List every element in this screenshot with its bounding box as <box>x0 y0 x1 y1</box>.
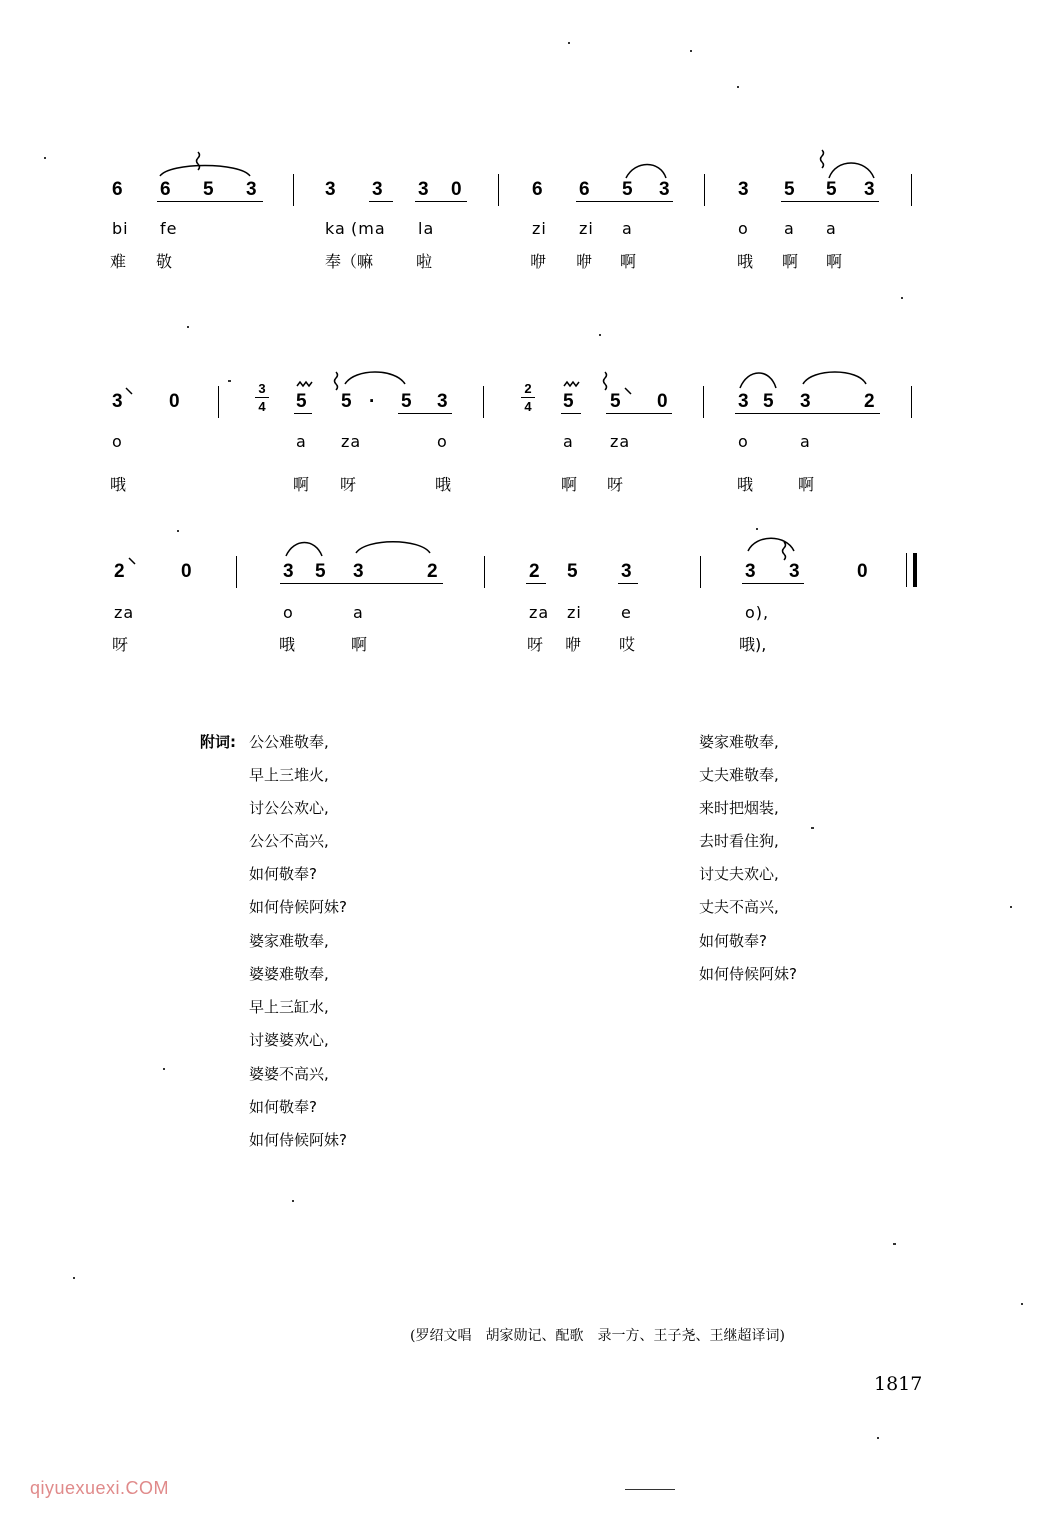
lyric-character: 啊 <box>293 475 310 494</box>
lyric-character: 呀 <box>607 475 624 494</box>
speckle <box>625 1489 675 1490</box>
speckle <box>690 50 692 52</box>
romanized-syllable: a <box>622 219 633 238</box>
speckle <box>44 157 46 159</box>
slur <box>740 373 776 388</box>
time-signature-top: 2 <box>524 381 532 396</box>
lyric-line: 去时看住狗, <box>699 832 779 850</box>
speckle <box>877 1437 879 1439</box>
lyric-character: 呀 <box>112 635 129 654</box>
appended-lyrics-label: 附词: <box>200 733 236 751</box>
note: 3 <box>418 179 429 200</box>
lyric-character: 咿 <box>565 635 582 654</box>
note: 3 <box>246 179 257 200</box>
note: 6 <box>579 179 590 200</box>
speckle <box>893 1243 896 1245</box>
note: 5 <box>401 391 412 412</box>
lyric-character: 哦 <box>435 475 452 494</box>
romanized-syllable: o), <box>745 603 770 622</box>
romanized-syllable: ka <box>325 219 346 238</box>
lyric-line: 婆婆不高兴, <box>249 1065 329 1083</box>
page-number: 1817 <box>874 1373 923 1395</box>
romanized-syllable: o <box>738 219 749 238</box>
lyric-character: 敬 <box>156 252 173 271</box>
glide-mark <box>126 388 132 394</box>
lyric-character: 呀 <box>340 475 357 494</box>
lyric-character: 奉（嘛 <box>325 252 374 271</box>
note: 3 <box>437 391 448 412</box>
romanized-syllable: o <box>112 432 123 451</box>
lyric-character: 哎 <box>619 635 636 654</box>
note: 3 <box>789 561 800 582</box>
romanized-syllable: a <box>784 219 795 238</box>
note: 3 <box>864 179 875 200</box>
note: 5 <box>203 179 214 200</box>
note: 0 <box>169 391 180 412</box>
lyric-character: 哦 <box>110 475 127 494</box>
note: 5 <box>567 561 578 582</box>
romanized-syllable: e <box>621 603 632 622</box>
romanized-syllable: a <box>563 432 574 451</box>
romanized-syllable: a <box>800 432 811 451</box>
romanized-syllable: a <box>296 432 307 451</box>
note: 0 <box>181 561 192 582</box>
lyric-character: 啦 <box>416 252 433 271</box>
lyric-character: 哦 <box>737 475 754 494</box>
lyric-line: 如何侍候阿妹? <box>249 1131 347 1149</box>
lyric-character: 啊 <box>782 252 799 271</box>
watermark <box>30 1478 169 1499</box>
romanized-syllable: za <box>341 432 362 451</box>
lyric-character: 啊 <box>351 635 368 654</box>
lyric-line: 如何敬奉? <box>249 1098 317 1116</box>
lyric-line: 丈夫难敬奉, <box>699 766 779 784</box>
speckle <box>756 528 758 530</box>
note: 3 <box>353 561 364 582</box>
glide-mark <box>625 388 631 394</box>
romanized-syllable: o <box>738 432 749 451</box>
slur <box>626 165 666 179</box>
note: 3 <box>745 561 756 582</box>
lyric-character: 啊 <box>620 252 637 271</box>
lyric-line: 如何侍候阿妹? <box>249 898 347 916</box>
grace-squiggle <box>197 152 200 170</box>
romanized-syllable: zi <box>567 603 582 622</box>
lyric-line: 如何敬奉? <box>249 865 317 883</box>
speckle <box>228 380 231 382</box>
note: 5 <box>826 179 837 200</box>
note: 3 <box>283 561 294 582</box>
lyric-character: 咿 <box>576 252 593 271</box>
romanized-syllable: zi <box>532 219 547 238</box>
lyric-line: 讨公公欢心, <box>249 799 329 817</box>
note: 2 <box>529 561 540 582</box>
note: 2 <box>864 391 875 412</box>
glide-mark <box>129 558 135 564</box>
lyric-character: 啊 <box>561 475 578 494</box>
time-signature-top: 3 <box>258 381 266 396</box>
slurs-and-ornaments <box>0 0 1056 700</box>
note: 5 <box>763 391 774 412</box>
note: 5 <box>296 391 307 412</box>
note: 3 <box>659 179 670 200</box>
note: 6 <box>112 179 123 200</box>
speckle <box>1021 1303 1023 1305</box>
romanized-syllable: za <box>610 432 631 451</box>
romanized-syllable: a <box>353 603 364 622</box>
slur <box>286 543 322 557</box>
watermark-text: qiyuexuexi.COM <box>30 1478 170 1498</box>
note: 5 <box>784 179 795 200</box>
speckle <box>187 326 189 328</box>
credits-line: (罗绍文唱 胡家勋记、配歌 录一方、王子尧、王继超译词) <box>410 1328 785 1344</box>
lyric-line: 公公不高兴, <box>249 832 329 850</box>
lyric-line: 丈夫不高兴, <box>699 898 779 916</box>
romanized-syllable: la <box>418 219 435 238</box>
lyric-line: 婆婆难敬奉, <box>249 965 329 983</box>
romanized-syllable: o <box>283 603 294 622</box>
mordent <box>297 382 312 386</box>
lyric-character: 哦 <box>737 252 754 271</box>
speckle <box>163 1068 165 1070</box>
lyric-character: 难 <box>110 252 127 271</box>
speckle <box>1010 906 1012 908</box>
speckle <box>177 530 179 532</box>
note: 0 <box>657 391 668 412</box>
romanized-syllable: (ma <box>351 219 386 238</box>
lyric-line: 来时把烟装, <box>699 799 779 817</box>
note: 0 <box>857 561 868 582</box>
lyric-character: 哦 <box>279 635 296 654</box>
note: 3 <box>372 179 383 200</box>
lyric-line: 婆家难敬奉, <box>249 932 329 950</box>
note: 5 <box>610 391 621 412</box>
grace-squiggle <box>783 542 786 560</box>
lyric-line: 早上三堆火, <box>249 766 329 784</box>
slur <box>160 166 250 177</box>
lyric-character: 哦), <box>739 635 767 654</box>
slur <box>748 538 794 551</box>
note: 5 <box>622 179 633 200</box>
note: 3 <box>325 179 336 200</box>
grace-squiggle <box>604 372 607 390</box>
note: 3 <box>738 179 749 200</box>
slur <box>356 542 430 553</box>
note: 0 <box>451 179 462 200</box>
lyric-character: 呀 <box>527 635 544 654</box>
note: 2 <box>114 561 125 582</box>
speckle <box>568 42 570 44</box>
romanized-syllable: bi <box>112 219 129 238</box>
speckle <box>737 86 739 88</box>
note: 5 <box>341 391 352 412</box>
note: 3 <box>621 561 632 582</box>
romanized-syllable: fe <box>160 219 178 238</box>
romanized-syllable: za <box>529 603 550 622</box>
note: 2 <box>427 561 438 582</box>
lyric-line: 讨丈夫欢心, <box>699 865 779 883</box>
slur <box>803 372 866 384</box>
lyric-line: 讨婆婆欢心, <box>249 1031 329 1049</box>
note: 6 <box>160 179 171 200</box>
lyric-line: 早上三缸水, <box>249 998 329 1016</box>
note: 5 <box>563 391 574 412</box>
romanized-syllable: o <box>437 432 448 451</box>
lyric-character: 啊 <box>798 475 815 494</box>
note: 6 <box>532 179 543 200</box>
speckle <box>599 334 601 336</box>
lyric-line: 婆家难敬奉, <box>699 733 779 751</box>
mordent <box>564 382 579 386</box>
romanized-syllable: a <box>826 219 837 238</box>
lyric-line: 公公难敬奉, <box>249 733 329 751</box>
note: · <box>369 391 376 412</box>
speckle <box>811 827 814 829</box>
note: 3 <box>738 391 749 412</box>
grace-squiggle <box>821 150 824 168</box>
romanized-syllable: za <box>114 603 135 622</box>
speckle <box>73 1277 75 1279</box>
note: 3 <box>800 391 811 412</box>
lyric-character: 啊 <box>826 252 843 271</box>
time-signature-bottom: 4 <box>524 399 532 414</box>
speckle <box>292 1200 294 1202</box>
slur <box>345 372 405 384</box>
lyric-line: 如何敬奉? <box>699 932 767 950</box>
time-signature-bottom: 4 <box>258 399 266 414</box>
speckle <box>901 297 903 299</box>
lyric-character: 咿 <box>530 252 547 271</box>
slur <box>829 163 874 178</box>
note: 3 <box>112 391 123 412</box>
lyric-line: 如何侍候阿妹? <box>699 965 797 983</box>
romanized-syllable: zi <box>579 219 594 238</box>
grace-squiggle <box>335 372 338 390</box>
note: 5 <box>315 561 326 582</box>
